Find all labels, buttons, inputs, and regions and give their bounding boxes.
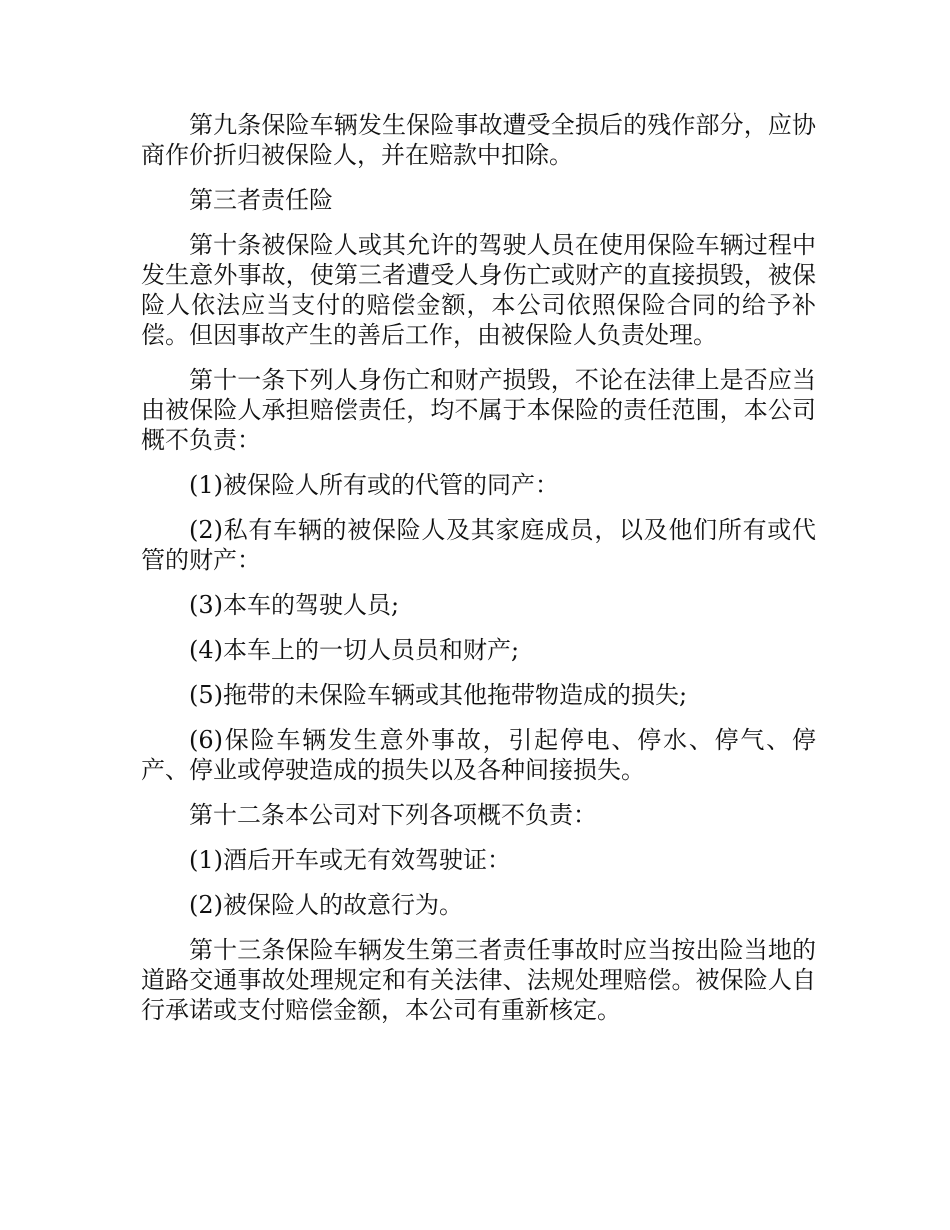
paragraph-article-13: 第十三条保险车辆发生第三者责任事故时应当按出险当地的道路交通事故处理规定和有关法律、法规处理赔偿。被保险人自行承诺或支付赔偿金额，本公司有重新核定。 (141, 936, 816, 1024)
list-item-11-5: (5)拖带的未保险车辆或其他拖带物造成的损失; (189, 681, 688, 709)
paragraph-article-10: 第十条被保险人或其允许的驾驶人员在使用保险车辆过程中发生意外事故，使第三者遭受人身伤亡或财产的直接损毁，被保险人依法应当支付的赔偿金额，本公司依照保险合同的给予补偿。但因事故产生的善后工作，由被保险人负责处理。 (141, 231, 816, 349)
list-item-11-1: (1)被保险人所有或的代管的同产： (189, 471, 559, 499)
paragraph-article-12: 第十二条本公司对下列各项概不负责： (189, 801, 597, 829)
list-item-12-2: (2)被保险人的故意行为。 (189, 891, 463, 919)
paragraph-article-9: 第九条保险车辆发生保险事故遭受全损后的残作部分，应协商作价折归被保险人，并在赔款中扣除。 (141, 111, 816, 169)
paragraph-article-11: 第十一条下列人身伤亡和财产损毁，不论在法律上是否应当由被保险人承担赔偿责任，均不属于本保险的责任范围，本公司概不负责： (141, 366, 816, 454)
document-page (141, 110, 816, 1040)
section-heading-third-party-liability: 第三者责任险 (189, 186, 333, 214)
list-item-11-4: (4)本车上的一切人员员和财产; (189, 636, 520, 664)
list-item-11-2: (2)私有车辆的被保险人及其家庭成员，以及他们所有或代管的财产： (141, 516, 816, 574)
list-item-11-3: (3)本车的驾驶人员; (189, 591, 400, 619)
list-item-12-1: (1)酒后开车或无有效驾驶证： (189, 846, 511, 874)
list-item-11-6: (6)保险车辆发生意外事故，引起停电、停水、停气、停产、停业或停驶造成的损失以及各种间接损失。 (141, 726, 816, 784)
